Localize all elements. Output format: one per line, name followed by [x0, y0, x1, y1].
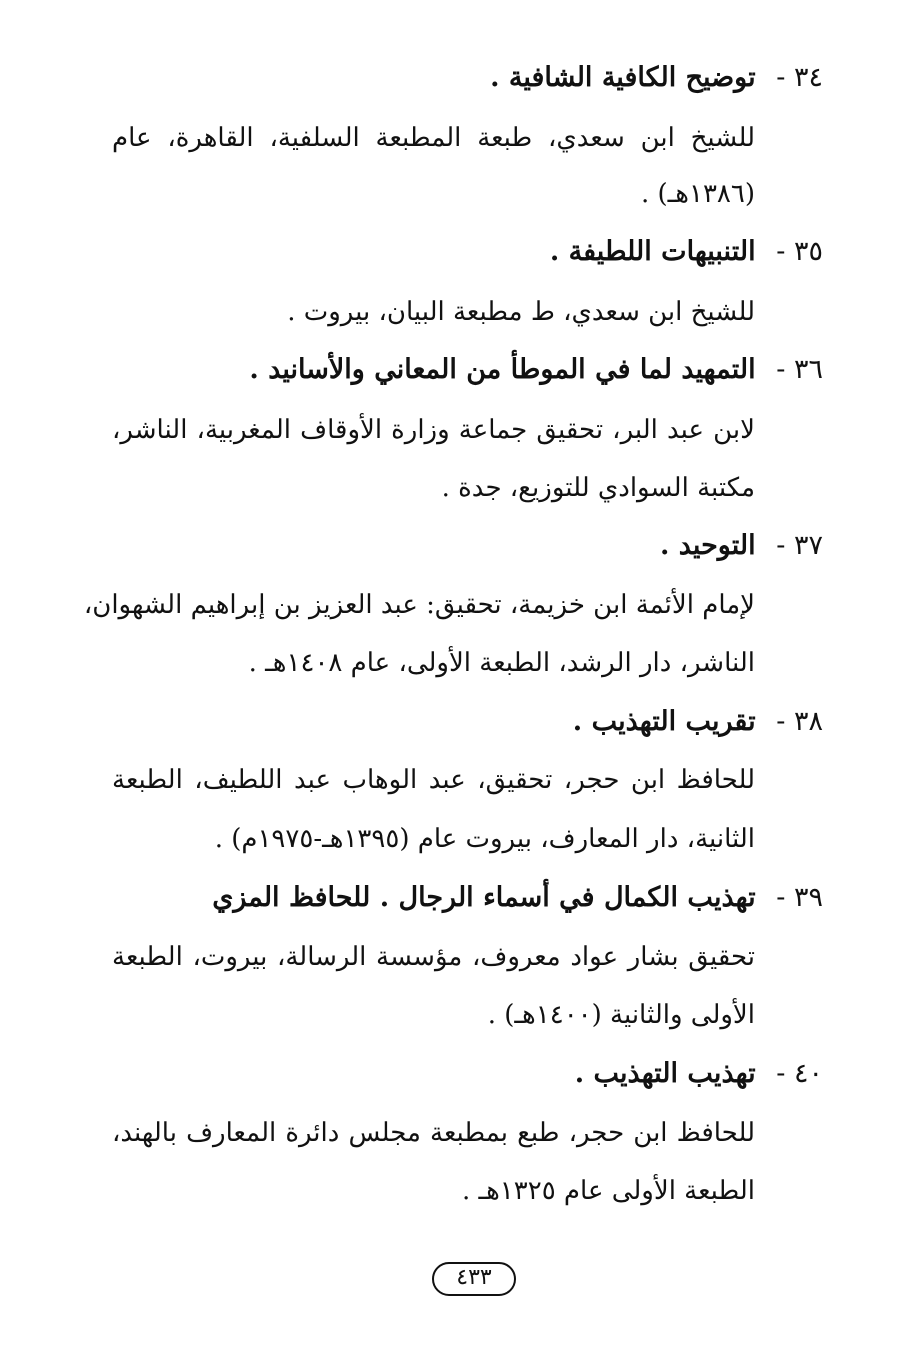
- entry-40-heading: [100, 1054, 823, 1094]
- entry-36-heading: [100, 350, 823, 390]
- entry-37-heading: [100, 526, 823, 566]
- entry-number: ٣٥ -: [776, 236, 823, 267]
- entry-number: ٣٩ -: [776, 882, 823, 913]
- entry-36-line-2: مكتبة السوادي للتوزيع، جدة .: [441, 473, 755, 503]
- entry-35-line-1: للشيخ ابن سعدي، ط مطبعة البيان، بيروت .: [287, 297, 755, 327]
- entry-37-line-1: لإمام الأئمة ابن خزيمة، تحقيق: عبد العزيز بن إبراهيم الشهوان،: [83, 590, 755, 620]
- entry-title: تهذيب التهذيب .: [574, 1058, 756, 1089]
- entry-36-line-1: لابن عبد البر، تحقيق جماعة وزارة الأوقاف المغربية، الناشر،: [112, 415, 755, 445]
- entry-number: ٣٦ -: [776, 354, 823, 385]
- entry-39-heading: [100, 878, 823, 918]
- entry-39-line-2: الأولى والثانية (١٤٠٠هـ) .: [487, 1000, 755, 1030]
- entry-35-heading: [100, 232, 823, 272]
- entry-34-line-1: للشيخ ابن سعدي، طبعة المطبعة السلفية، القاهرة، عام: [112, 123, 755, 153]
- entry-number: ٣٨ -: [776, 706, 823, 737]
- entry-39-line-1: تحقيق بشار عواد معروف، مؤسسة الرسالة، بيروت، الطبعة: [112, 942, 755, 972]
- entry-34-heading: [100, 58, 823, 98]
- entry-38-line-1: للحافظ ابن حجر، تحقيق، عبد الوهاب عبد اللطيف، الطبعة: [112, 765, 755, 795]
- entry-title: التمهيد لما في الموطأ من المعاني والأسانيد .: [249, 354, 756, 385]
- entry-number: ٤٠ -: [776, 1058, 823, 1089]
- entry-38-line-2: الثانية، دار المعارف، بيروت عام (١٣٩٥هـ-١٩٧٥م) .: [214, 824, 755, 854]
- entry-title: تقريب التهذيب .: [572, 706, 756, 737]
- entry-number: ٣٤ -: [776, 62, 823, 93]
- entry-40-line-2: الطبعة الأولى عام ١٣٢٥هـ .: [461, 1176, 755, 1206]
- entry-37-line-2: الناشر، دار الرشد، الطبعة الأولى، عام ١٤٠٨هـ .: [248, 648, 755, 678]
- entry-title: التوحيد .: [659, 530, 756, 561]
- entry-number: ٣٧ -: [776, 530, 823, 561]
- entry-34-line-2: (١٣٨٦هـ) .: [640, 179, 755, 209]
- page-number: ٤٣٣: [432, 1262, 516, 1296]
- entry-40-line-1: للحافظ ابن حجر، طبع بمطبعة مجلس دائرة المعارف بالهند،: [112, 1118, 755, 1148]
- entry-title: توضيح الكافية الشافية .: [490, 62, 756, 93]
- entry-title: التنبيهات اللطيفة .: [549, 236, 756, 267]
- entry-title: تهذيب الكمال في أسماء الرجال . للحافظ المزي: [212, 882, 756, 913]
- entry-38-heading: [100, 702, 823, 742]
